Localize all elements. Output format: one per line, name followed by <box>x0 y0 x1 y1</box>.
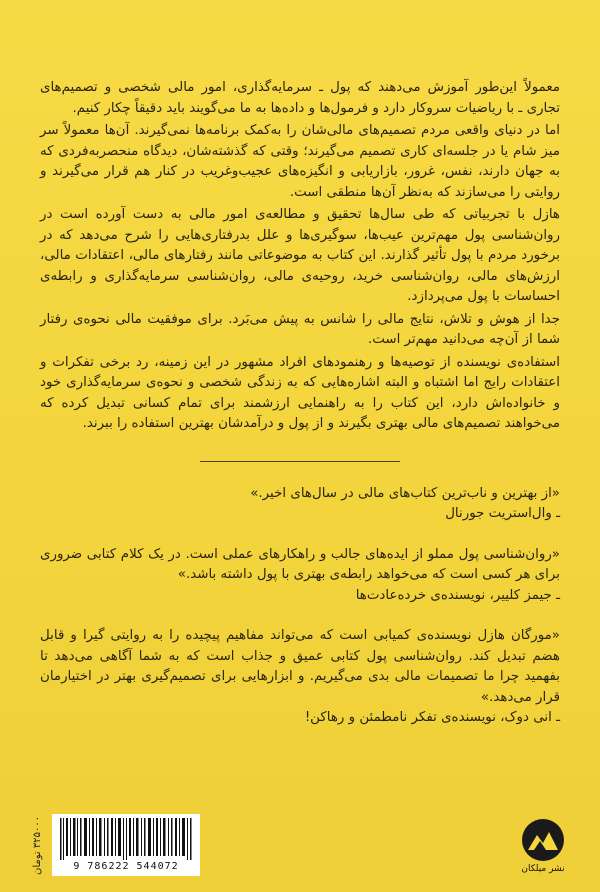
barcode <box>52 814 200 876</box>
mountain-logo-icon <box>520 818 566 862</box>
quote-text: «مورگان هازل نویسنده‌ی کمیابی است که می‌تواند مفاهیم پیچیده را به روایتی گیرا و قابل هضم تبدیل کند. روان‌شناسی پول کتابی عمیق و جذاب است که به شما آگاهی می‌دهد تا بفهمید چرا ما تصمیمات مالی بدی می‌گیریم. و ابزارهایی برای تصمیم‌گیری بهتر در اختیارمان قرار می‌دهد.» <box>40 628 560 705</box>
blurb-paragraph-4: جدا از هوش و تلاش، نتایج مالی را شانس به پیش می‌بَرد. برای موفقیت مالی نحوه‌ی رفتار شما از آن‌چه می‌دانید مهم‌تر است. <box>40 311 560 347</box>
review-quote-1 <box>40 484 560 525</box>
review-quote-2 <box>40 545 560 607</box>
price-label: ۳۲۵۰۰۰ تومان <box>32 816 43 876</box>
publisher-name: نشر میلکان <box>521 864 565 874</box>
blurb-text <box>40 78 560 749</box>
review-quote-3 <box>40 626 560 729</box>
quote-source: ـ وال‌استریت جورنال <box>445 506 560 521</box>
quote-source: ـ انی دوک، نویسنده‌ی تفکر نامطمئن و رهاکن! <box>304 710 560 725</box>
blurb-paragraph-1: معمولاً این‌طور آموزش می‌دهند که پول ـ سرمایه‌گذاری، امور مالی شخصی و تصمیم‌های تجاری ـ با ریاضیات سروکار دارد و فرمول‌ها و داده‌ها به ما می‌گویند باید دقیقاً چکار کنیم. <box>40 80 560 116</box>
quote-text: «از بهترین و ناب‌ترین کتاب‌های مالی در سال‌های اخیر.» <box>250 485 560 501</box>
barcode-block <box>30 814 200 876</box>
isbn-digits: 9 786222 544072 <box>73 861 179 872</box>
section-divider <box>200 461 400 462</box>
blurb-paragraph-5: استفاده‌ی نویسنده از توصیه‌ها و رهنمودهای افراد مشهور در این زمینه، رد برخی تفکرات و اعتقادات رایج اما اشتباه و البته اشاره‌هایی که به زندگی شخصی و نحوه‌ی سرمایه‌گذاری خود و خانواده‌اش دارد، این کتاب را به راهنمایی ارزشمند برای تمام کسانی تبدیل کرده که می‌خواهند تصمیم‌های مالی بهتری بگیرند و از پول و درآمدشان بهترین استفاده را ببرند. <box>40 354 560 431</box>
quote-source: ـ جیمز کلییر، نویسنده‌ی خرده‌عادت‌ها <box>355 587 560 603</box>
quote-text: «روان‌شناسی پول مملو از ایده‌های جالب و راهکارهای عملی است. در یک کلام کتابی ضروری برای هر کسی است که می‌خواهد رابطه‌ی بهتری با پول داشته باشد.» <box>40 546 560 582</box>
publisher-logo <box>516 818 570 878</box>
barcode-bars-icon <box>58 818 194 860</box>
blurb-paragraph-2: اما در دنیای واقعی مردم تصمیم‌های مالی‌شان را به‌کمک برنامه‌ها نمی‌گیرند. آن‌ها معمولاً سر میز شام یا در جلسه‌ای کاری تصمیم می‌گیرند؛ وقتی که گذشته‌شان، دیدگاه منحصربه‌فردی که به جهان دارند، نفس، غرور، بازاریابی و انگیزه‌های عجیب‌وغریب در کنار هم قرار می‌گیرند و روایتی را می‌سازند که به‌نظر آن‌ها منطقی است. <box>40 123 560 200</box>
blurb-paragraph-3: هازل با تجربیاتی که طی سال‌ها تحقیق و مطالعه‌ی امور مالی به دست آورده است در روان‌شناسی پول مهم‌ترین عیب‌ها، سوگیری‌ها و علل بدرفتاری‌هایی را شرح می‌دهد که در برخورد مردم با پول تأثیر گذارند. این کتاب به موضوعاتی مانند رفتارهای مالی، اعتقادات مالی، ارزش‌های مالی، روان‌شناسی خرید، روحیه‌ی مالی، روان‌شناسی سرمایه‌گذاری و رابطه‌ی احساسات با پول می‌پردازد. <box>40 207 560 304</box>
